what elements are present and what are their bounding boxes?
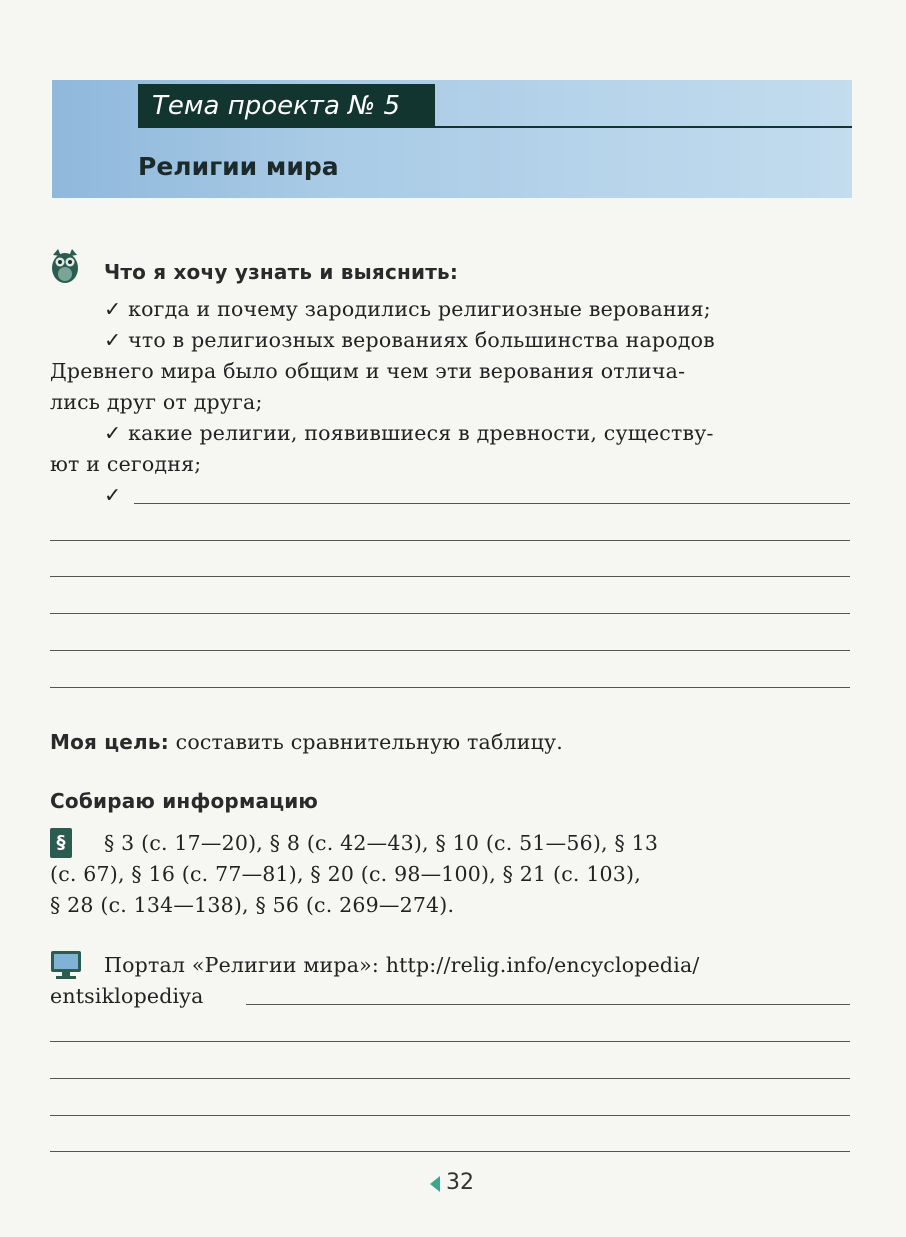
- target-line: [50, 727, 563, 758]
- info-line-2: (с. 67), § 16 (с. 77—81), § 20 (с. 98—100), § 21 (с. 103),: [50, 862, 641, 886]
- write-line: [50, 613, 850, 614]
- info-line-1: § 3 (с. 17—20), § 8 (с. 42—43), § 10 (с. 51—56), § 13: [104, 831, 659, 855]
- header-rule: [435, 126, 852, 128]
- write-line: [50, 576, 850, 577]
- project-number-label: Тема проекта № 5: [138, 84, 435, 128]
- goals-heading: Что я хочу узнать и выяснить:: [104, 260, 459, 284]
- goal-item-4-check: ✓: [104, 483, 122, 507]
- target-label: Моя цель:: [50, 730, 169, 754]
- monitor-icon: [50, 950, 82, 980]
- owl-icon: [50, 247, 80, 285]
- project-header: [52, 80, 852, 198]
- portal-line-1: Портал «Религии мира»: http://relig.info/encyclopedia/: [104, 953, 700, 977]
- goal-item-2-line-2: Древнего мира было общим и чем эти верования отлича-: [50, 359, 686, 383]
- paragraph-icon: §: [50, 828, 72, 858]
- write-line: [50, 540, 850, 541]
- write-line: [246, 1004, 850, 1005]
- write-line: [50, 1115, 850, 1116]
- goal-item-2-line-3: лись друг от друга;: [50, 390, 263, 414]
- page-number: 32: [446, 1170, 474, 1195]
- write-line: [50, 1078, 850, 1079]
- project-title: Религии мира: [138, 152, 339, 181]
- page-marker-icon: [430, 1176, 440, 1192]
- write-line: [50, 1041, 850, 1042]
- target-text: составить сравнительную таблицу.: [175, 730, 563, 754]
- write-line: [50, 650, 850, 651]
- info-line-3: § 28 (с. 134—138), § 56 (с. 269—274).: [50, 893, 455, 917]
- goal-item-1: ✓ когда и почему зародились религиозные верования;: [104, 297, 711, 321]
- goal-item-3-line-2: ют и сегодня;: [50, 452, 202, 476]
- info-heading: Собираю информацию: [50, 789, 319, 813]
- write-line: [134, 503, 850, 504]
- portal-line-2: entsiklopediya: [50, 984, 204, 1008]
- goal-item-3-line-1: ✓ какие религии, появившиеся в древности, существу-: [104, 421, 714, 445]
- write-line: [50, 687, 850, 688]
- write-line: [50, 1151, 850, 1152]
- goal-item-2-line-1: ✓ что в религиозных верованиях большинства народов: [104, 328, 715, 352]
